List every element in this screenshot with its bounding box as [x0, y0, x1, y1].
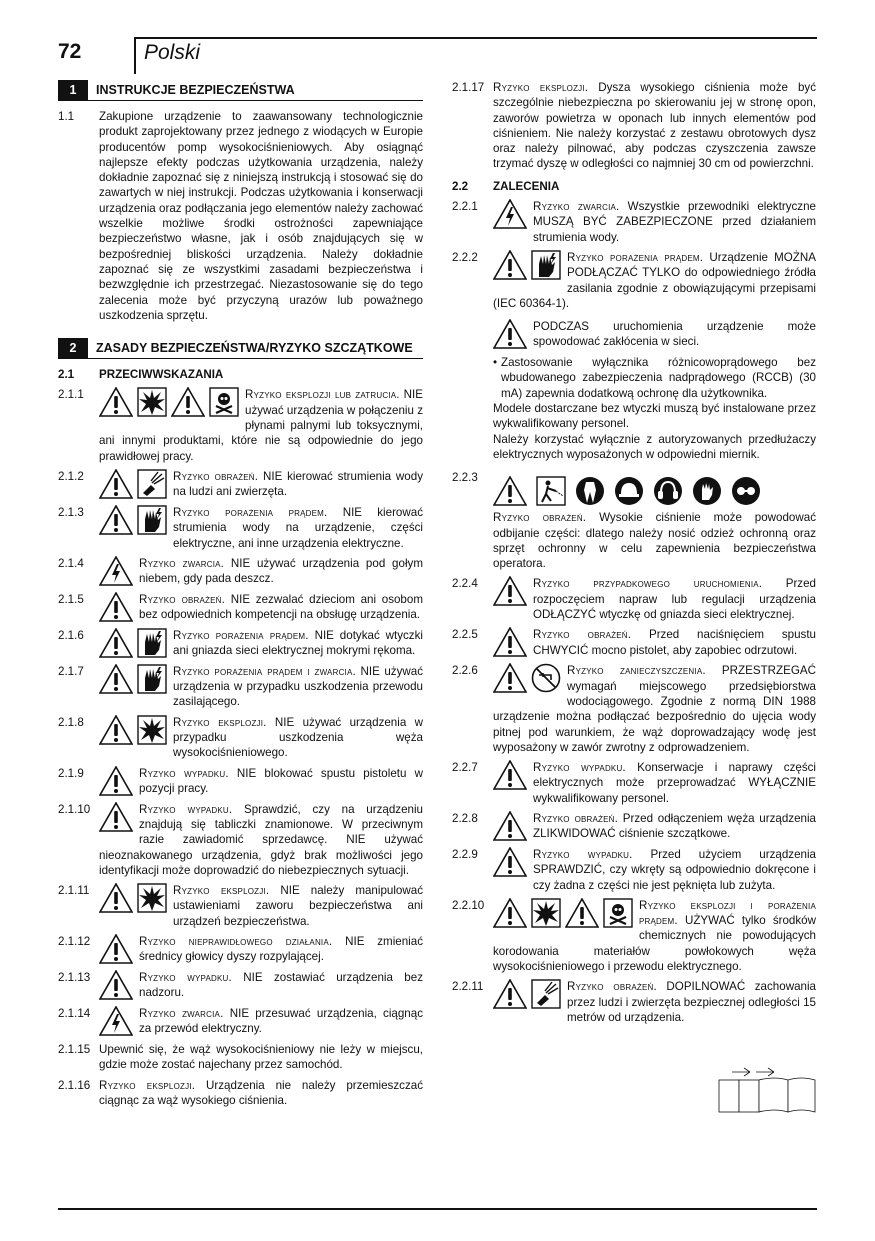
risk-category: Ryzyko nieprawidłowego działania. [139, 934, 333, 948]
warning-icon [99, 934, 133, 964]
subsection-2-2 [452, 179, 816, 194]
risk-category: Ryzyko przypadkowego uruchomienia. [533, 577, 763, 591]
item-number: 2.1.17 [452, 81, 485, 94]
subsection-number: 2.2 [452, 179, 469, 193]
risk-category: Ryzyko obrażeń. [493, 511, 587, 525]
warning-icon [99, 970, 133, 1000]
risk-category: Ryzyko porażenia prądem. [567, 250, 704, 264]
explosion-icon [531, 898, 561, 928]
warning-icon [493, 663, 527, 693]
item-text: Urządzenia nie należy przemieszczać ciągnąc za wąż wysokiego ciśnienia. [99, 1078, 423, 1107]
warning-icon [565, 898, 599, 928]
right-column [452, 80, 816, 1030]
electric-warning-icon [99, 1006, 133, 1036]
explosion-icon [137, 387, 167, 417]
item-text: NIE zostawiać urządzenia bez nadzoru. [139, 970, 423, 1000]
item-number: 2.1.11 [58, 884, 90, 898]
language-title: Polski [144, 41, 201, 64]
item-number: 2.1.2 [58, 469, 84, 483]
item-2-2-4 [452, 576, 816, 622]
risk-category: Ryzyko porażenia prądem. [173, 505, 328, 519]
risk-category: Ryzyko wypadku. [139, 970, 232, 984]
item-2-2-5 [452, 627, 816, 658]
item-text: Konserwacje i naprawy części elektrycznych może przeprowadzać WYŁĄCZNIE wykwalifikowany personel. [533, 761, 816, 805]
item-number: 1.1 [58, 110, 75, 123]
item-text: Wysokie ciśnienie może powodować odbijanie części: dlatego należy nosić odzież ochronną oraz sprzęt ochronny w celu zapewnienia bezpieczeństwa operatora. [493, 511, 817, 571]
item-text: NIE kierować strumienia wody na ludzi ani zwierzęta. [173, 469, 423, 499]
warning-icon [99, 387, 133, 417]
risk-category: Ryzyko wypadku. [533, 761, 626, 775]
warning-icon [99, 592, 133, 622]
item-2-1-16 [58, 1078, 423, 1109]
warning-icon [493, 627, 527, 657]
toxic-icon [209, 387, 239, 417]
item-number: 2.2.3 [452, 471, 478, 485]
item-number: 2.1.10 [58, 802, 91, 816]
item-2-1-11 [58, 883, 423, 929]
header-rule [134, 37, 817, 39]
open-manual-icon [718, 1066, 816, 1114]
item-2-1-3 [58, 505, 423, 551]
item-2-2-10 [452, 898, 816, 974]
item-number: 2.1.9 [58, 766, 84, 780]
gloves-icon [692, 476, 722, 506]
item-number: 2.1.8 [58, 715, 84, 729]
item-text: Sprawdzić, czy na urządzeniu znajdują się tabliczki znamionowe. W przeciwnym razie zawiadomić sprzedawcę. NIE używać nieoznakowanego urządzenia, gdyż brak możliwości jego identyfikacji może doprowadzić do niebezpiecznych sytuacji. [99, 802, 423, 877]
risk-category: Ryzyko eksplozji i porażenia prądem. [639, 898, 816, 928]
warning-icon [99, 628, 133, 658]
water-jet-icon [137, 469, 167, 499]
item-text: NIE blokować spustu pistoletu w pozycji pracy. [139, 766, 423, 795]
section-number: 2 [58, 338, 88, 358]
risk-category: Ryzyko zwarcia. [139, 556, 225, 570]
item-2-1-2 [58, 469, 423, 500]
item-2-1-14 [58, 1006, 423, 1037]
header-divider [134, 38, 136, 74]
item-2-2-2 [452, 250, 816, 311]
item-number: 2.2.11 [452, 980, 484, 994]
risk-category: Ryzyko porażenia prądem. [173, 628, 309, 642]
item-2-1-13 [58, 970, 423, 1001]
item-2-2-11 [452, 979, 816, 1025]
electric-hand-icon [137, 628, 167, 658]
subsection-number: 2.1 [58, 368, 75, 382]
warning-icon [99, 715, 133, 745]
item-number: 2.2.5 [452, 628, 478, 642]
warning-icon [493, 979, 527, 1009]
electric-hand-icon [137, 505, 167, 535]
warning-icon [99, 883, 133, 913]
item-text: Urządzenie MOŻNA PODŁĄCZAĆ TYLKO do odpowiedniego źródła zasilania zgodnie z obowiązującymi przepisami (IEC 60364-1). [493, 250, 816, 310]
water-jet-icon [531, 979, 561, 1009]
risk-category: Ryzyko wypadku. [139, 802, 233, 816]
item-text: Przed rozpoczęciem napraw lub regulacji urządzenia ODŁĄCZYĆ wtyczkę od gniazda sieci elektrycznej. [533, 577, 817, 622]
section-number: 1 [58, 80, 88, 100]
item-number: 2.2.1 [452, 200, 478, 214]
item-2-2-9 [452, 847, 816, 893]
item-number: 2.2.6 [452, 664, 478, 678]
item-2-1-7 [58, 664, 423, 710]
item-2-1-5 [58, 592, 423, 623]
item-text: NIE zmieniać średnicy głowicy dyszy rozpylającej. [139, 934, 423, 964]
item-text: Przed naciśnięciem spustu CHWYCIĆ mocno pistolet, aby zapobiec odrzutowi. [533, 628, 816, 657]
item-number: 2.2.8 [452, 811, 478, 825]
item-text: Wszystkie przewodniki elektryczne MUSZĄ BYĆ ZABEZPIECZONE przed działaniem strumienia wody. [533, 200, 816, 244]
item-2-1-15 [58, 1042, 423, 1073]
item-number: 2.1.6 [58, 628, 84, 642]
paragraph-text: Modele dostarczane bez wtyczki muszą być instalowane przez wykwalifikowany personel. [493, 402, 816, 431]
item-2-2-6 [452, 663, 816, 755]
item-text: Zakupione urządzenie to zaawansowany technologicznie produkt zaprojektowany przez jednego z wiodących w Europie producentów pomp wysokociśnieniowych. Aby osiągnąć najlepsze efekty podczas użytkowania urządzenia, należy dokładnie zapoznać się z niniejszą instrukcją i stosować się do zawartych w niej instrukcji. Podczas użytkowania i konserwacji urządzenia oraz podłączania jego elementów należy zachować wszelkie możliwe środki ostrożności zapewniające bezpieczeństwo własne, jak i osób znajdujących się w bezpośredniej bliskości urządzenia. Należy dokładnie zapoznać się ze wszystkimi zasadami bezpieczeństwa i bezwzględnie ich przestrzegać. Niezastosowanie się do tego zalecenia może być przyczyną urazów lub poważnego uszkodzenia sprzętu. [99, 110, 423, 322]
item-number: 2.1.14 [58, 1006, 91, 1020]
item-number: 2.2.7 [452, 761, 478, 775]
item-number: 2.2.4 [452, 577, 478, 591]
warning-icon [493, 319, 527, 349]
item-text: UŻYWAĆ tylko środków chemicznych nie powodujących korodowania materiałów powłokowych węża wysokociśnieniowego i przewodu elektrycznego. [493, 914, 816, 974]
item-2-1-17 [452, 80, 816, 172]
section-1-heading [58, 80, 423, 101]
item-2-1-12 [58, 934, 423, 965]
item-text: Dysza wysokiego ciśnienia może być szczególnie niebezpieczna po skierowaniu jej w stronę opon, zaworów powietrza w oponach lub innych elementów pod ciśnieniem. Nie należy korzystać z zestawu obrotowych dysz oraz należy pilnować, aby podczas czyszczenia zawsze trzymać dyszę w odległości co najmniej 30 cm od powierzchni. [493, 81, 817, 171]
item-text: NIE należy manipulować ustawieniami zaworu bezpieczeństwa ani urządzeń bezpieczeństwa. [173, 884, 423, 928]
risk-category: Ryzyko eksplozji lub zatrucia. [245, 388, 400, 402]
risk-category: Ryzyko obrażeń. [139, 592, 226, 606]
electric-warning-icon [493, 199, 527, 229]
warning-icon [493, 576, 527, 606]
goggles-icon [731, 476, 761, 506]
page-number: 72 [58, 40, 82, 63]
rccb-note: • Zastosowanie wyłącznika różnicowoprądowego bez wbudowanego zabezpieczenia nadprądowego (RCCB) (30 mA) zapewnia dodatkową ochronę dla użytkownika. Modele dostarczane bez wtyczki muszą być instalowane przez wykwalifikowany personel. Należy korzystać wyłącznie z autoryzowanych przedłużaczy elektrycznych wyposażonych w odpowiedni miernik. [493, 356, 816, 461]
item-number: 2.1.7 [58, 664, 84, 678]
item-text: NIE używać urządzenia w połączeniu z płynami palnymi lub toksycznymi, ani innymi produktami, które nie są odpowiednie do jego prawidłowej pracy. [99, 388, 423, 463]
item-2-1-4 [58, 556, 423, 587]
item-text: NIE zezwalać dzieciom ani osobom bez odpowiednich kompetencji na obsługę urządzenia. [139, 592, 423, 622]
item-number: 2.2.9 [452, 847, 478, 861]
item-text: Upewnić się, że wąż wysokociśnieniowy nie leży w miejscu, gdzie może zostać najechany przez samochód. [99, 1042, 423, 1072]
no-drinking-water-icon [531, 663, 561, 693]
warning-icon [493, 811, 527, 841]
item-number: 2.1.15 [58, 1042, 91, 1056]
section-2-heading [58, 338, 423, 359]
item-2-2-7 [452, 760, 816, 806]
explosion-icon [137, 715, 167, 745]
item-text: PRZESTRZEGAĆ wymagań miejscowego przedsiębiorstwa wodociągowego. Zgodnie z normą DIN 1988 urządzenie można podłączać bezpośrednio do ujęcia wody pitnej pod warunkiem, że wąż doprowadzający wodę jest wyposażony w zawór zwrotny z odprowadzeniem. [493, 664, 816, 754]
warning-icon [99, 505, 133, 535]
item-number: 2.1.3 [58, 505, 84, 519]
risk-category: Ryzyko obrażeń. [173, 469, 259, 483]
warning-icon [493, 476, 527, 506]
item-2-2-1 [452, 199, 816, 245]
item-text: NIE kierować strumienia wody na urządzenie, części elektryczne, ani inne urządzenia elektryczne. [173, 505, 423, 550]
section-title: ZASADY BEZPIECZEŃSTWA/RYZYKO SZCZĄTKOWE [96, 341, 413, 356]
item-1-1 [58, 109, 423, 323]
warning-icon [99, 469, 133, 499]
subsection-title: PRZECIWWSKAZANIA [99, 368, 224, 382]
paragraph-text: Należy korzystać wyłącznie z autoryzowanych przedłużaczy elektrycznych wyposażonych w odpowiedni miernik. [493, 432, 816, 461]
item-number: 2.1.16 [58, 1078, 91, 1092]
warning-icon [99, 766, 133, 796]
item-number: 2.1.12 [58, 934, 91, 948]
item-2-2-3 [452, 470, 816, 571]
item-text: NIE używać urządzenia w przypadku uszkodzenia przewodu zasilającego. [173, 664, 423, 709]
item-number: 2.1.5 [58, 592, 84, 606]
risk-category: Ryzyko eksplozji. [493, 81, 589, 94]
electric-warning-icon [99, 556, 133, 586]
risk-category: Ryzyko eksplozji. [173, 715, 267, 729]
ear-protection-icon [653, 476, 683, 506]
item-text: NIE przesuwać urządzenia, ciągnąc za przewód elektryczny. [139, 1006, 423, 1036]
warning-icon [99, 664, 133, 694]
risk-category: Ryzyko zwarcia. [533, 200, 620, 214]
electric-hand-icon [137, 664, 167, 694]
protective-suit-icon [575, 476, 605, 506]
item-text: NIE używać urządzenia pod gołym niebem, gdy pada deszcz. [139, 556, 423, 586]
warning-icon [493, 898, 527, 928]
item-2-1-10 [58, 802, 423, 878]
warning-icon [493, 250, 527, 280]
risk-category: Ryzyko wypadku. [533, 847, 633, 861]
warning-icon [171, 387, 205, 417]
item-text: NIE używać urządzenia w przypadku uszkodzenia węża wysokociśnieniowego. [173, 715, 423, 760]
toxic-icon [603, 898, 633, 928]
subsection-2-1 [58, 367, 423, 382]
item-text: Przed odłączeniem węża urządzenia ZLIKWIDOWAĆ ciśnienie szczątkowe. [533, 811, 816, 841]
item-2-1-8 [58, 715, 423, 761]
subsection-title: ZALECENIA [493, 179, 560, 193]
left-column [58, 80, 423, 1113]
item-2-2-8 [452, 811, 816, 842]
risk-category: Ryzyko eksplozji. [99, 1078, 196, 1092]
flying-debris-icon [536, 476, 566, 506]
item-text: DOPILNOWAĆ zachowania przez ludzi i zwierzęta bezpiecznej odległości 15 metrów od urządzenia. [567, 980, 816, 1024]
footer-rule [58, 1208, 817, 1210]
risk-category: Ryzyko porażenia prądem i zwarcia. [173, 664, 356, 678]
section-title: INSTRUKCJE BEZPIECZEŃSTWA [96, 83, 295, 97]
item-2-1-9 [58, 766, 423, 797]
risk-category: Ryzyko zwarcia. [139, 1006, 224, 1020]
helmet-icon [614, 476, 644, 506]
item-text: Przed użyciem urządzenia SPRAWDZIĆ, czy wkręty są odpowiednio dokręcone i czy żadna z części nie jest pęknięta lub zużyta. [533, 847, 816, 892]
item-number: 2.2.10 [452, 898, 485, 912]
note-interference [452, 319, 816, 350]
item-2-1-6 [58, 628, 423, 659]
item-number: 2.2.2 [452, 250, 478, 264]
warning-icon [99, 802, 133, 832]
risk-category: Ryzyko obrażeń. [533, 811, 619, 825]
risk-category: Ryzyko zanieczyszczenia. [567, 664, 706, 678]
bullet-text: Zastosowanie wyłącznika różnicowoprądowego bez wbudowanego zabezpieczenia nadprądowego (RCCB) (30 mA) zapewnia dodatkową ochronę dla użytkownika. [501, 356, 816, 400]
note-text: PODCZAS uruchomienia urządzenie może spowodować zakłócenia w sieci. [533, 320, 816, 349]
explosion-icon [137, 883, 167, 913]
item-number: 2.1.1 [58, 388, 84, 402]
item-text: NIE dotykać wtyczki ani gniazda sieci elektrycznej mokrymi rękoma. [173, 628, 423, 658]
item-2-1-1 [58, 387, 423, 463]
warning-icon [493, 847, 527, 877]
risk-category: Ryzyko eksplozji. [173, 884, 270, 898]
electric-hand-icon [531, 250, 561, 280]
item-number: 2.1.4 [58, 556, 84, 570]
warning-icon [493, 760, 527, 790]
risk-category: Ryzyko obrażeń. [567, 980, 657, 994]
risk-category: Ryzyko obrażeń. [533, 628, 632, 642]
risk-category: Ryzyko wypadku. [139, 766, 229, 780]
item-number: 2.1.13 [58, 970, 91, 984]
